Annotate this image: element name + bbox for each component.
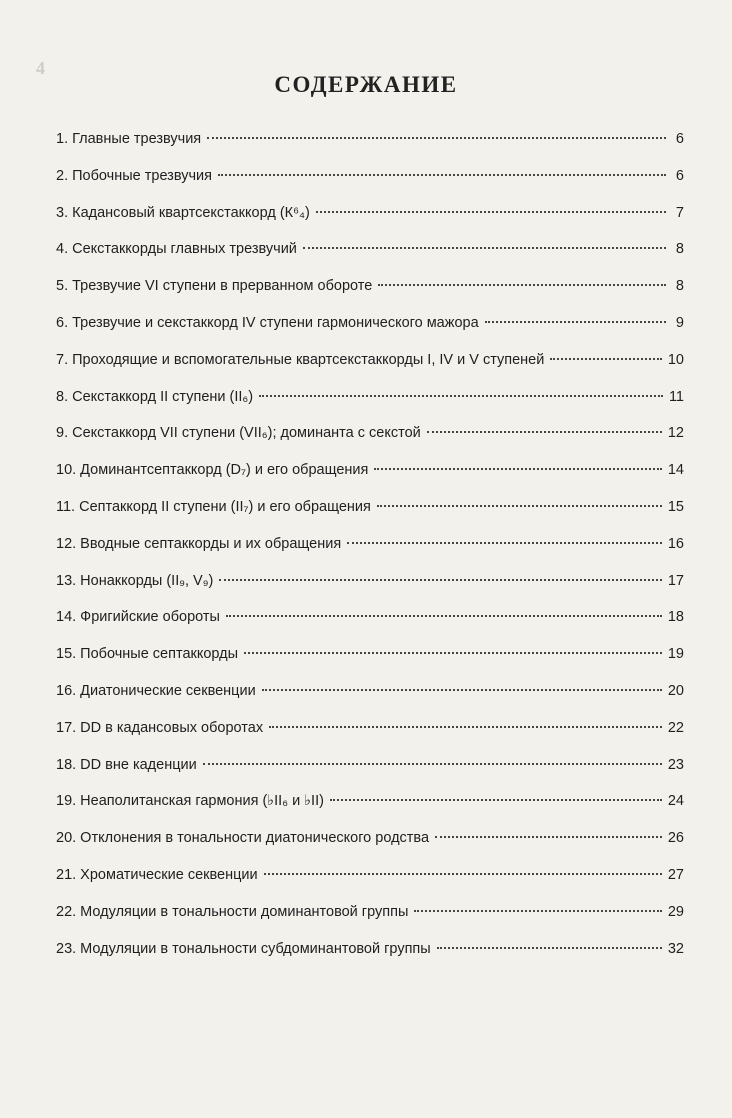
- dot-leader: [316, 211, 666, 213]
- toc-entry-title: 14. Фригийские обороты: [56, 609, 220, 626]
- toc-entry-page: 16: [667, 535, 684, 552]
- toc-entry[interactable]: [56, 901, 684, 938]
- dot-leader: [244, 652, 662, 654]
- toc-entry-title: 22. Модуляции в тональности доминантовой группы: [56, 903, 409, 920]
- toc-entry-title: 3. Кадансовый квартсекстаккорд (К⁶₄): [56, 204, 310, 221]
- toc-entry-page: 12: [667, 425, 684, 442]
- dot-leader: [207, 137, 666, 139]
- toc-entry[interactable]: [56, 312, 684, 349]
- toc-entry-page: 8: [675, 241, 684, 258]
- toc-entry-title: 21. Хроматические секвенции: [56, 866, 258, 883]
- toc-entry-page: 9: [675, 314, 684, 331]
- toc-entry[interactable]: [56, 643, 684, 680]
- toc-entry-title: 4. Секстаккорды главных трезвучий: [56, 241, 297, 258]
- dot-leader: [485, 321, 666, 323]
- dot-leader: [374, 468, 661, 470]
- toc-entry-page: 6: [675, 167, 684, 184]
- toc-entry[interactable]: [56, 717, 684, 754]
- toc-entry-page: 20: [667, 682, 684, 699]
- toc-entry-page: 8: [675, 278, 684, 295]
- toc-entry[interactable]: [56, 349, 684, 386]
- toc-entry-page: 11: [668, 388, 684, 405]
- toc-entry-page: 7: [675, 204, 684, 221]
- dot-leader: [330, 799, 662, 801]
- toc-entry[interactable]: [56, 422, 684, 459]
- dot-leader: [414, 910, 661, 912]
- dot-leader: [435, 836, 662, 838]
- toc-entry[interactable]: [56, 570, 684, 607]
- dot-leader: [218, 174, 666, 176]
- toc-entry-page: 10: [667, 351, 684, 368]
- toc-entry[interactable]: [56, 533, 684, 570]
- toc-entry-page: 27: [667, 866, 684, 883]
- dot-leader: [347, 542, 662, 544]
- toc-entry-title: 19. Неаполитанская гармония (♭II₆ и ♭II): [56, 793, 324, 810]
- toc-entry-title: 17. DD в кадансовых оборотах: [56, 719, 264, 736]
- toc-entry-page: 15: [667, 498, 684, 515]
- dot-leader: [303, 247, 666, 249]
- dot-leader: [437, 947, 662, 949]
- toc-entry-title: 8. Секстаккорд II ступени (II₆): [56, 388, 254, 405]
- toc-entry-title: 9. Секстаккорд VII ступени (VII₆); доминанта с секстой: [56, 425, 421, 442]
- toc-entry-title: 7. Проходящие и вспомогательные квартсекстаккорды I, IV и V ступеней: [56, 351, 545, 368]
- toc-entry-page: 32: [667, 940, 684, 957]
- toc-entry-title: 23. Модуляции в тональности субдоминантовой группы: [56, 940, 431, 957]
- dot-leader: [226, 615, 662, 617]
- toc-entry-page: 14: [667, 462, 684, 479]
- dot-leader: [378, 284, 666, 286]
- toc-entry-page: 23: [667, 756, 684, 773]
- toc-entry-page: 17: [667, 572, 684, 589]
- toc-entry-title: 2. Побочные трезвучия: [56, 167, 212, 184]
- dot-leader: [427, 431, 662, 433]
- toc-entry[interactable]: [56, 754, 684, 791]
- toc-entry[interactable]: [56, 165, 684, 202]
- toc-entry[interactable]: [56, 827, 684, 864]
- toc-entry-title: 20. Отклонения в тональности диатонического родства: [56, 830, 430, 847]
- toc-entry[interactable]: [56, 202, 684, 239]
- toc-entry-title: 12. Вводные септаккорды и их обращения: [56, 535, 342, 552]
- toc-entry[interactable]: [56, 238, 684, 275]
- dot-leader: [264, 873, 662, 875]
- dot-leader: [259, 395, 663, 397]
- toc-entry-title: 13. Нонаккорды (II₉, V₉): [56, 572, 214, 589]
- toc-entry[interactable]: [56, 680, 684, 717]
- toc-entry-title: 16. Диатонические секвенции: [56, 682, 256, 699]
- dot-leader: [203, 763, 662, 765]
- toc-entry-title: 1. Главные трезвучия: [56, 131, 202, 147]
- toc-entry[interactable]: [56, 459, 684, 496]
- toc-entry-page: 29: [667, 903, 684, 920]
- toc-entry[interactable]: [56, 606, 684, 643]
- dot-leader: [262, 689, 662, 691]
- toc-entry[interactable]: [56, 275, 684, 312]
- toc-entry-page: 24: [667, 793, 684, 810]
- page-number: 4: [36, 58, 45, 78]
- page-title: СОДЕРЖАНИЕ: [274, 72, 458, 97]
- toc-entry-page: 22: [667, 719, 684, 736]
- toc-entry-page: 6: [675, 131, 684, 147]
- toc-entry[interactable]: [56, 496, 684, 533]
- toc-entry-title: 11. Септаккорд II ступени (II₇) и его обращения: [56, 498, 371, 515]
- dot-leader: [550, 358, 662, 360]
- toc-entry-page: 18: [667, 609, 684, 626]
- dot-leader: [219, 579, 662, 581]
- toc-entry-page: 19: [667, 646, 684, 663]
- dot-leader: [377, 505, 662, 507]
- toc-entry-title: 15. Побочные септаккорды: [56, 646, 239, 663]
- toc-entry[interactable]: [56, 790, 684, 827]
- toc-entry-title: 18. DD вне каденции: [56, 756, 197, 773]
- table-of-contents: [56, 128, 684, 974]
- toc-entry[interactable]: [56, 386, 684, 423]
- dot-leader: [269, 726, 662, 728]
- toc-entry[interactable]: [56, 864, 684, 901]
- toc-entry-title: 10. Доминантсептаккорд (D₇) и его обращения: [56, 462, 369, 479]
- toc-entry-title: 5. Трезвучие VI ступени в прерванном обороте: [56, 278, 373, 295]
- toc-entry[interactable]: [56, 938, 684, 975]
- toc-entry[interactable]: [56, 128, 684, 165]
- toc-entry-page: 26: [667, 830, 684, 847]
- toc-entry-title: 6. Трезвучие и секстаккорд IV ступени гармонического мажора: [56, 314, 479, 331]
